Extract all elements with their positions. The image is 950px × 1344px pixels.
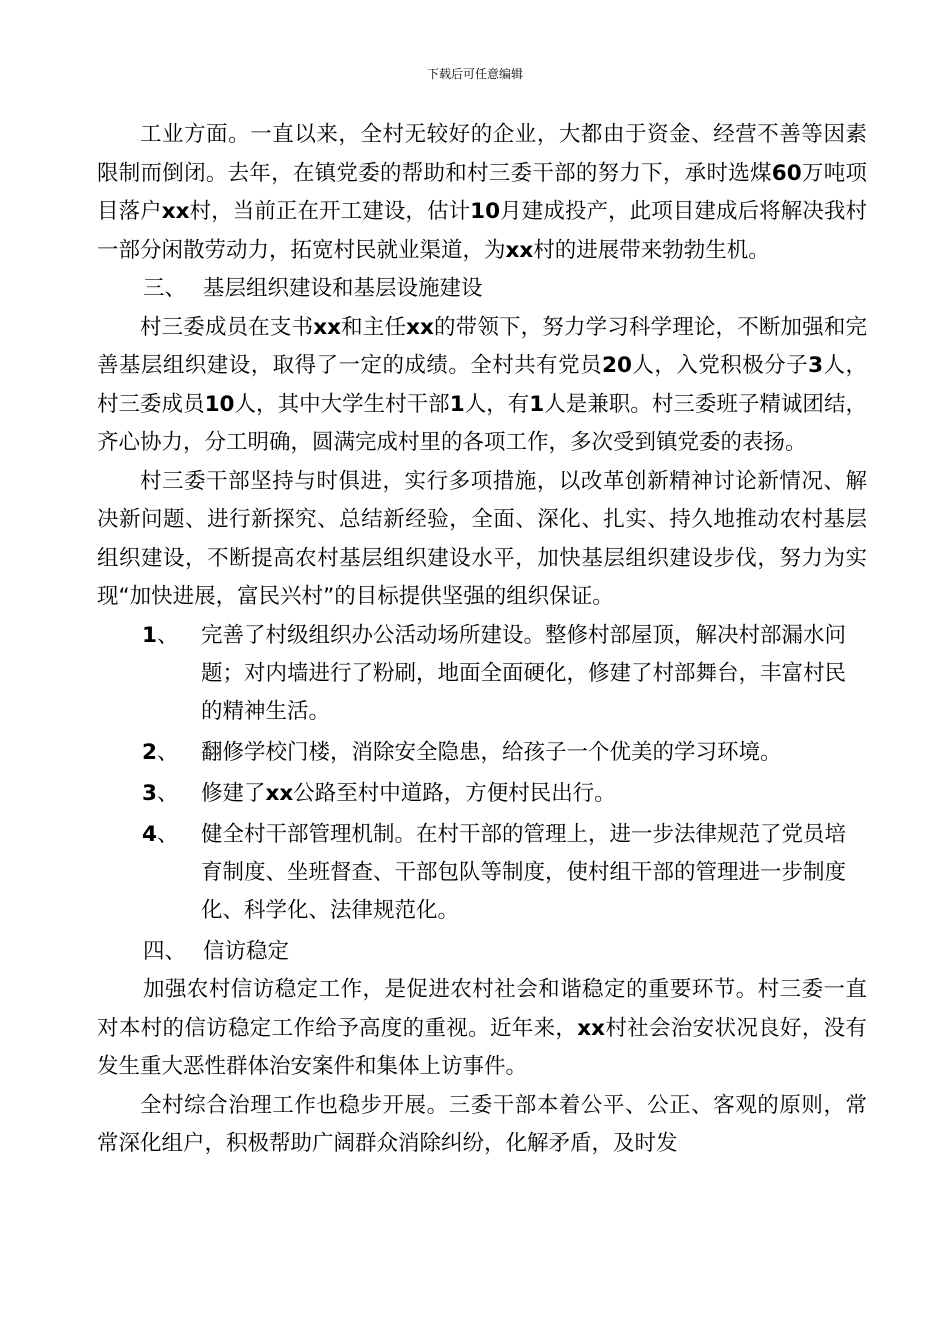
list-item: 4、 健全村干部管理机制。在村干部的管理上，进一步法律规范了党员培育制度、坐班督查、干部包队等制度，使村组干部的管理进一步制度化、科学化、法律规范化。: [142, 821, 847, 923]
paragraph-industry: 工业方面。一直以来，全村无较好的企业，大都由于资金、经营不善等因素限制而倒闭。去年，在镇党委的帮助和村三委干部的努力下，承时选煤60万吨项目落户xx村，当前正在开工建设，估计10月建成投产，此项目建成后将解决我村一部分闲散劳动力，拓宽村民就业渠道，为xx村的进展带来勃勃生机。: [97, 122, 867, 263]
document-body: [97, 116, 867, 1164]
paragraph-measures: 村三委干部坚持与时俱进，实行多项措施，以改革创新精神讨论新情况、解决新问题、进行新探究、总结新经验，全面、深化、扎实、持久地推动农村基层组织建设，不断提高农村基层组织建设水平，加快基层组织建设步伐，努力为实现“加快进展，富民兴村”的目标提供坚强的组织保证。: [97, 468, 867, 609]
list-item: 2、 翻修学校门楼，消除安全隐患，给孩子一个优美的学习环境。: [142, 739, 782, 765]
paragraph-organization: 村三委成员在支书xx和主任xx的带领下，努力学习科学理论，不断加强和完善基层组织建设，取得了一定的成绩。全村共有党员20人，入党积极分子3人，村三委成员10人，其中大学生村干部1人，有1人是兼职。村三委班子精诚团结，齐心协力，分工明确，圆满完成村里的各项工作，多次受到镇党委的表扬。: [97, 314, 867, 455]
section-heading-3: 三、 基层组织建设和基层设施建设: [143, 276, 483, 301]
section-heading-4: 四、 信访稳定: [143, 938, 290, 964]
list-item: 1、 完善了村级组织办公活动场所建设。整修村部屋顶，解决村部漏水问题；对内墙进行了粉刷，地面全面硬化，修建了村部舞台，丰富村民的精神生活。: [142, 622, 847, 724]
page-header: 下载后可任意编辑: [426, 67, 523, 81]
measures-list: [97, 617, 867, 930]
list-item: 3、 修建了xx公路至村中道路，方便村民出行。: [142, 780, 616, 806]
paragraph-petition: 加强农村信访稳定工作，是促进农村社会和谐稳定的重要环节。村三委一直对本村的信访稳定工作给予高度的重视。近年来，xx村社会治安状况良好，没有发生重大恶性群体治安案件和集体上访事件。: [97, 977, 867, 1079]
paragraph-governance: 全村综合治理工作也稳步开展。三委干部本着公平、公正、客观的原则，常常深化组户，积极帮助广阔群众消除纠纷，化解矛盾，及时发: [97, 1092, 867, 1156]
